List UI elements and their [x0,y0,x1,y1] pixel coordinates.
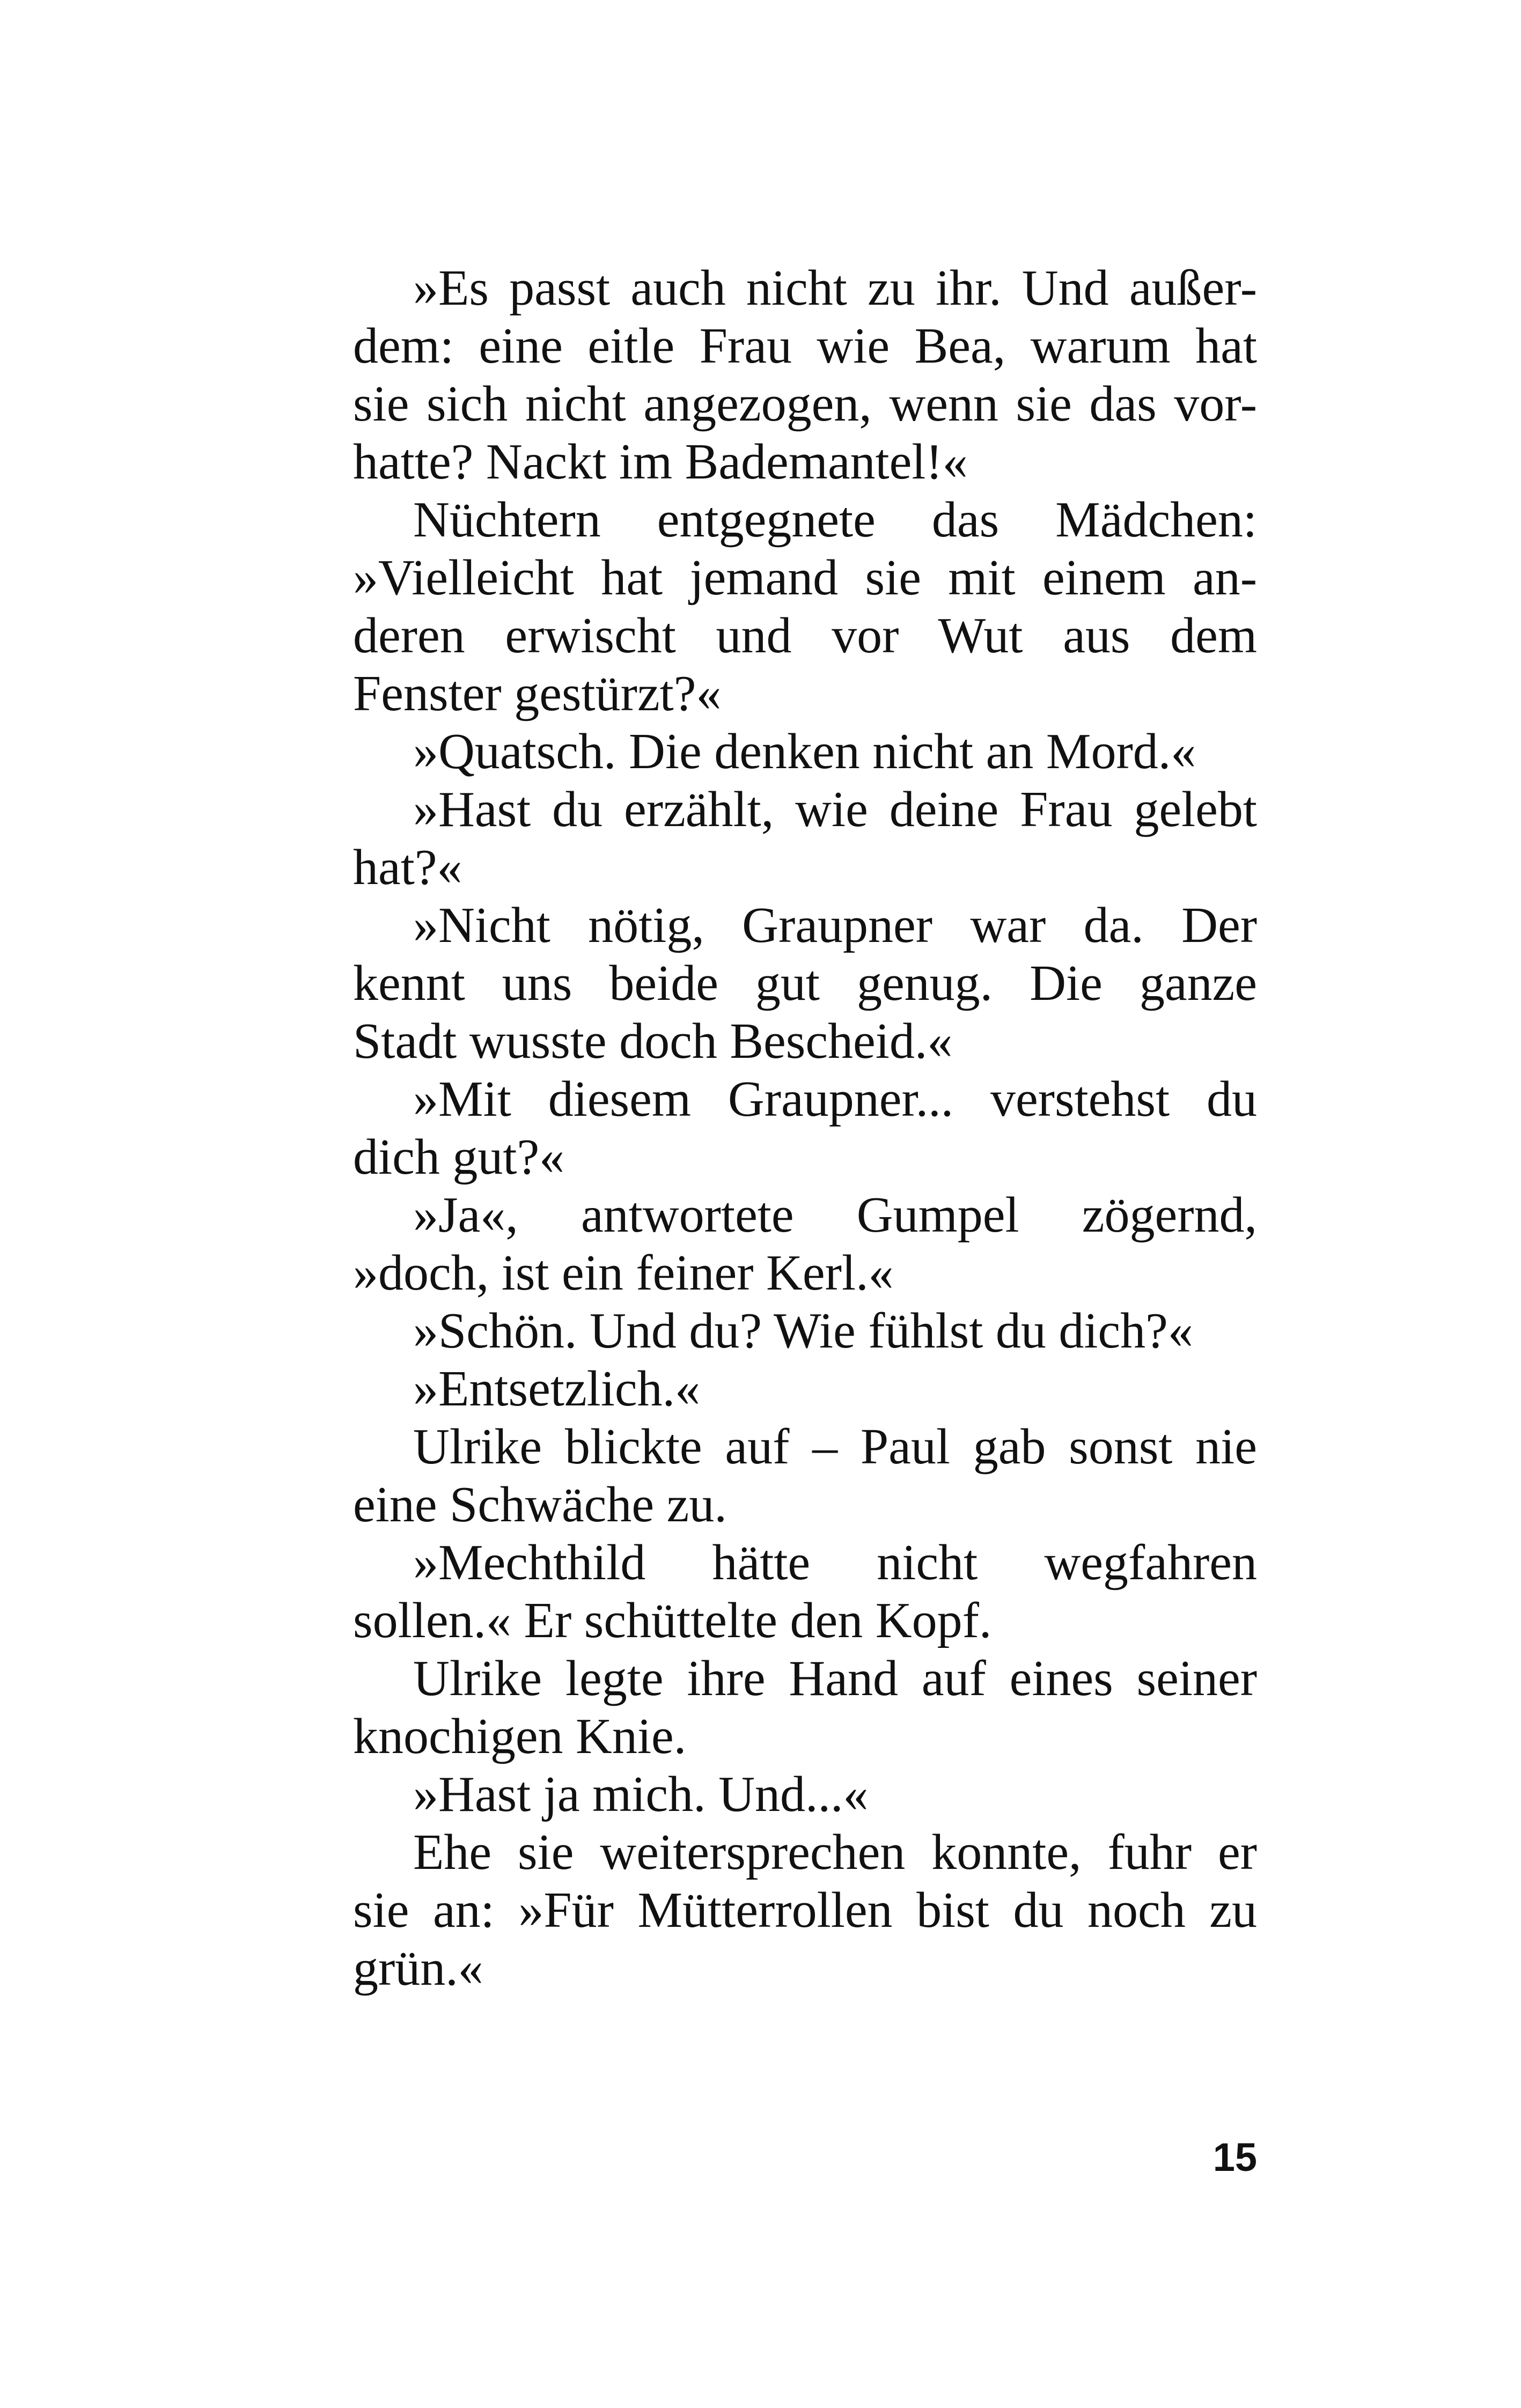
text-line: »Nicht nötig, Graupner war da. Der [413,897,1257,953]
text-line: sie an: »Für Mütterrollen bist du noch zu [353,1882,1257,1938]
text-line: »Quatsch. Die denken nicht an Mord.« [413,724,1196,779]
text-line: »doch, ist ein feiner Kerl.« [353,1245,894,1301]
text-line: hatte? Nackt im Bademantel!« [353,434,968,490]
text-line: eine Schwäche zu. [353,1477,727,1533]
text-line: knochigen Knie. [353,1709,687,1764]
text-line: grün.« [353,1940,483,1996]
text-line: Ehe sie weitersprechen konnte, fuhr er [413,1824,1257,1880]
text-line: dem: eine eitle Frau wie Bea, warum hat [353,318,1257,374]
text-line: »Mechthild hätte nicht wegfahren [413,1535,1257,1590]
text-line: Nüchtern entgegnete das Mädchen: [413,492,1257,548]
text-line: kennt uns beide gut genug. Die ganze [353,955,1257,1011]
text-line: »Hast du erzählt, wie deine Frau gelebt [413,782,1257,837]
text-line: Fenster gestürzt?« [353,666,722,721]
text-line: Ulrike legte ihre Hand auf eines seiner [413,1651,1257,1706]
page-number: 15 [1213,2135,1257,2179]
text-line: sie sich nicht angezogen, wenn sie das vor- [353,376,1257,432]
text-line: »Mit diesem Graupner... verstehst du [413,1071,1257,1127]
text-line: dich gut?« [353,1129,565,1185]
text-line: »Entsetzlich.« [413,1361,701,1417]
text-line: Ulrike blickte auf – Paul gab sonst nie [413,1419,1257,1475]
text-line: »Schön. Und du? Wie fühlst du dich?« [413,1303,1193,1359]
text-line: »Ja«, antwortete Gumpel zögernd, [413,1187,1257,1243]
text-line: sollen.« Er schüttelte den Kopf. [353,1593,992,1648]
text-line: Stadt wusste doch Bescheid.« [353,1013,953,1069]
text-line: »Es passt auch nicht zu ihr. Und außer- [413,260,1257,316]
text-line: deren erwischt und vor Wut aus dem [353,608,1257,664]
text-line: hat?« [353,840,462,895]
body-text [353,259,1257,1997]
text-line: »Hast ja mich. Und...« [413,1766,869,1822]
text-line: »Vielleicht hat jemand sie mit einem an- [353,550,1257,606]
